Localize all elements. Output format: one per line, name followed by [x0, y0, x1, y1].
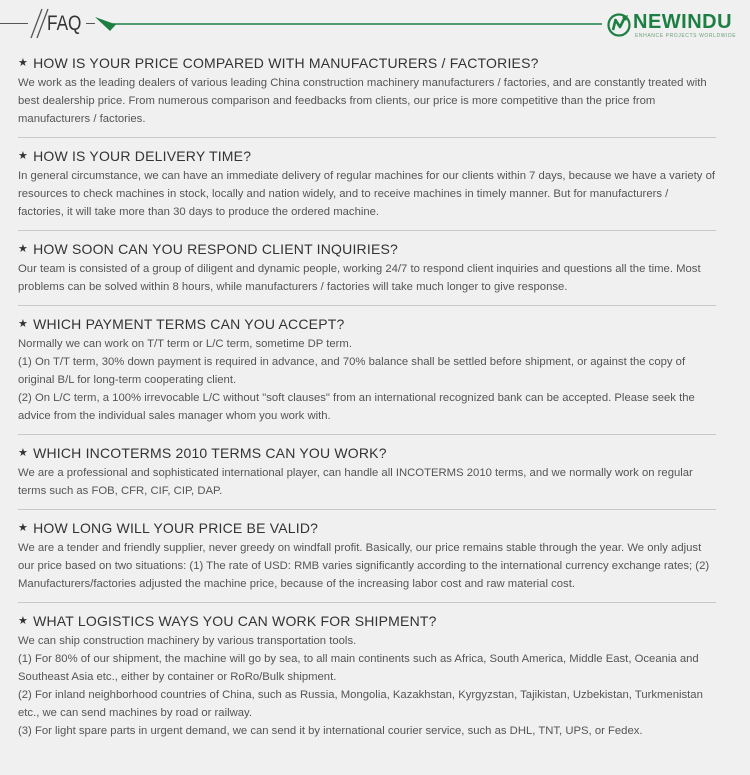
faq-question	[18, 444, 716, 462]
faq-answer-text: (1) For 80% of our shipment, the machine will go by sea, to all main continents such as Africa, South America, Middle East, Oceania and Southeast Asia etc., either by container or RoRo/Bulk shipment.	[18, 653, 699, 683]
page-header	[0, 0, 750, 50]
faq-answer-text: We work as the leading dealers of various leading China construction machinery manufacturers / factories, and are constantly treated with best dealership price. From numerous comparison and feedbacks from clients, our price is more competitive than the price from manufacturers / factories.	[18, 77, 707, 125]
faq-answer	[18, 260, 716, 296]
faq-answer	[18, 335, 716, 425]
logo-emblem-icon	[607, 12, 633, 38]
star-icon: ★	[18, 317, 29, 330]
page-title: FAQ	[47, 12, 82, 35]
faq-answer-text: We can ship construction machinery by various transportation tools.	[18, 635, 357, 647]
faq-question-text: WHICH PAYMENT TERMS CAN YOU ACCEPT?	[33, 316, 345, 332]
star-icon: ★	[18, 614, 29, 627]
star-icon: ★	[18, 149, 29, 162]
faq-answer	[18, 74, 716, 128]
faq-item-payment	[18, 315, 716, 435]
faq-question	[18, 612, 716, 630]
faq-answer	[18, 632, 716, 740]
faq-item-validity	[18, 519, 716, 603]
faq-item-logistics	[18, 612, 716, 749]
faq-answer-text: (2) For inland neighborhood countries of China, such as Russia, Mongolia, Kazakhstan, Kyrgyzstan, Tajikistan, Uzbekistan, Turkmenistan etc., we can send machines by road or railway.	[18, 689, 703, 719]
faq-answer-text: (3) For light spare parts in urgent demand, we can send it by international courier service, such as DHL, TNT, UPS, or Fedex.	[18, 725, 643, 737]
faq-item-incoterms	[18, 444, 716, 510]
faq-question-text: HOW LONG WILL YOUR PRICE BE VALID?	[33, 520, 319, 536]
star-icon: ★	[18, 521, 29, 534]
faq-answer-text: (2) On L/C term, a 100% irrevocable L/C without "soft clauses" from an international recognized bank can be accepted. Please seek the advice from the individual sales manager whom you work with.	[18, 392, 695, 422]
faq-answer-text: In general circumstance, we can have an immediate delivery of regular machines for our clients within 7 days, because we have a variety of resources to check machines in stock, locally and nation widely, and to receive machines in timely manner. But for manufacturers / factories, it will take more than 30 days to produce the ordered machine.	[18, 170, 715, 218]
faq-question	[18, 54, 716, 72]
faq-item-delivery	[18, 147, 716, 231]
faq-answer	[18, 539, 716, 593]
faq-answer-text: Our team is consisted of a group of diligent and dynamic people, working 24/7 to respond client inquiries and questions all the time. Most problems can be solved within 8 hours, while manufacturers / factories will take much longer to give response.	[18, 263, 701, 293]
faq-question-text: WHICH INCOTERMS 2010 TERMS CAN YOU WORK?	[33, 445, 387, 461]
faq-question-text: HOW IS YOUR DELIVERY TIME?	[33, 148, 252, 164]
faq-question	[18, 519, 716, 537]
faq-question	[18, 147, 716, 165]
faq-item-price	[18, 54, 716, 138]
star-icon: ★	[18, 446, 29, 459]
faq-question	[18, 315, 716, 333]
faq-answer	[18, 464, 716, 500]
faq-answer-text: (1) On T/T term, 30% down payment is required in advance, and 70% balance shall be settled before shipment, or against the copy of original B/L for long-term cooperating client.	[18, 356, 686, 386]
logo-wordmark: NEWINDU	[633, 11, 733, 33]
star-icon: ★	[18, 56, 29, 69]
faq-question-text: WHAT LOGISTICS WAYS YOU CAN WORK FOR SHIPMENT?	[33, 613, 437, 629]
faq-question-text: HOW IS YOUR PRICE COMPARED WITH MANUFACTURERS / FACTORIES?	[33, 55, 539, 71]
faq-answer-text: Normally we can work on T/T term or L/C term, sometime DP term.	[18, 338, 352, 350]
newindu-logo[interactable]	[607, 10, 747, 42]
star-icon: ★	[18, 242, 29, 255]
faq-question-text: HOW SOON CAN YOU RESPOND CLIENT INQUIRIES?	[33, 241, 399, 257]
faq-item-response	[18, 240, 716, 306]
faq-answer-text: We are a professional and sophisticated international player, can handle all INCOTERMS 2010 terms, and we normally work on regular terms such as FOB, CFR, CIF, CIP, DAP.	[18, 467, 693, 497]
faq-list	[18, 54, 716, 758]
logo-tagline: ENHANCE PROJECTS WORLDWIDE	[635, 33, 737, 39]
faq-answer	[18, 167, 716, 221]
faq-answer-text: We are a tender and friendly supplier, never greedy on windfall profit. Basically, our price remains stable through the year. We only adjust our price based on two situations: (1) The rate of USD: RMB varies significantly according to the international currency exchange rates; (2) Manufacturers/factories adjusted the machine price, because of the increasing labor cost and raw material cost.	[18, 542, 710, 590]
faq-question	[18, 240, 716, 258]
